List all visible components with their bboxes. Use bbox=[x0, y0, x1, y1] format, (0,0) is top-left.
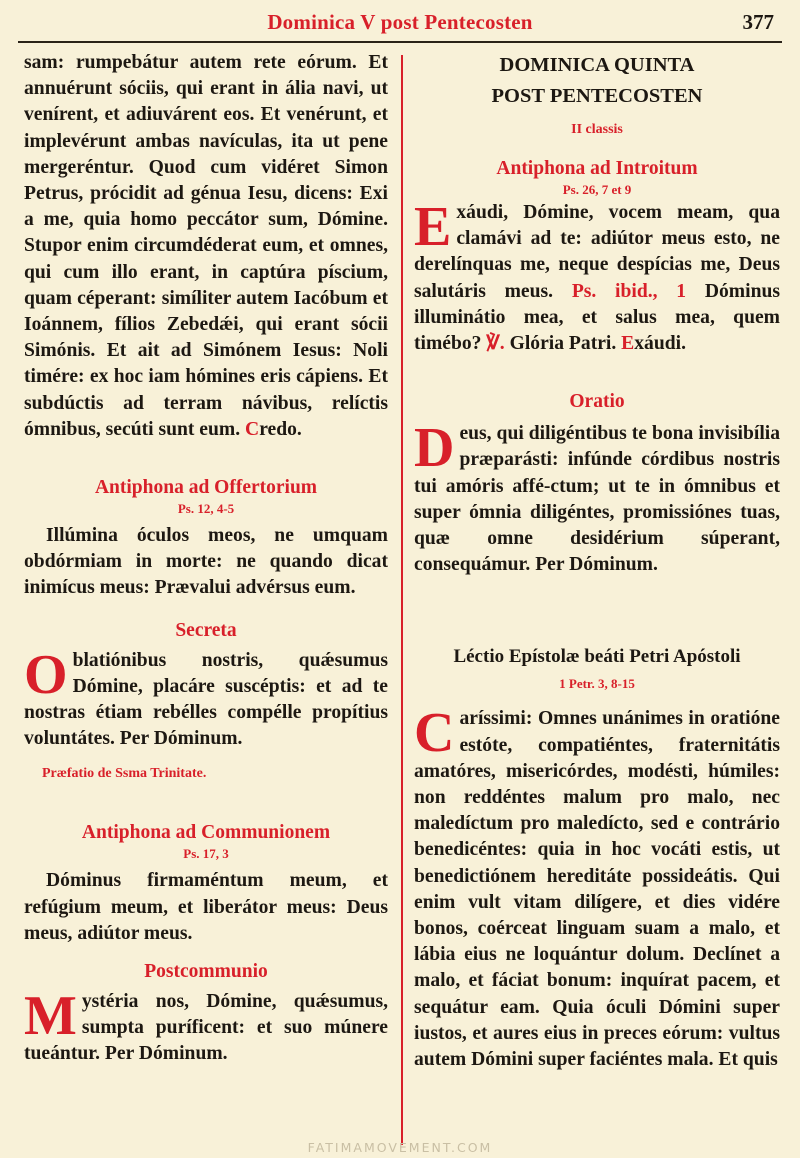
secreta-paragraph bbox=[24, 643, 388, 753]
introit-text: xáudi, Dómine, vocem meam, qua clamávi ad te: adiútor meus esto, ne derelínquas me, neque despícias me, Deus salutáris meus. bbox=[414, 202, 780, 302]
praefatio-note: Præfatio de Ssma Trinitate. bbox=[42, 766, 207, 782]
introit-drop-cap: E bbox=[414, 196, 452, 258]
offertory-title: Antiphona ad Offertorium bbox=[94, 477, 318, 499]
lectio-drop-cap: C bbox=[414, 702, 455, 765]
secreta-text: blatiónibus nostris, quǽsumus Dómine, placáre suscéptis: et ad te nostras étiam rebélles compélle propítius voluntátes. Per Dóminum. bbox=[24, 649, 388, 750]
introit-title: Antiphona ad Introitum bbox=[496, 158, 698, 179]
page-number: 377 bbox=[742, 10, 774, 34]
oratio-drop-cap: D bbox=[414, 417, 455, 480]
column-divider bbox=[401, 55, 403, 1145]
gospel-text: sam: rumpebátur autem rete eórum. Et annuérunt sóciis, qui erant in ália navi, ut venírent, et adiuvárent eos. Et venérunt, et implevérunt ambas navículas, ita ut pene mergeréntur. Quod cum vidéret Simon Petrus, prócidit ad génua Iesu, dicens: Exi a me, quia homo peccátor sum, Dómine. Stupor enim circumdéderat eum, et omnes, qui cum illo erant, in captúra píscium, quam céperant: simíliter autem Iacóbum et Ioánnem, fílios Zebedǽi, qui erant sócii Simónis. Et ait ad Simónem Iesus: Noli timére: ex hoc iam hómines eris cápiens. Et subdúctis ad terram návibus, relíctis ómnibus, secúti sunt eum. bbox=[24, 52, 388, 440]
introit-psalm-ref: Ps. ibid., 1 bbox=[571, 280, 687, 302]
lectio-text: aríssimi: Omnes unánimes in oratióne estóte, compatiéntes, fraternitátis amatóres, misericórdes, modésti, húmiles: non reddéntes malum pro malo, nec maledíctum pro maledícto, sed e contrário benedicéntes: quia in hoc vocáti estis, ut benedictiónem hereditáte possideátis. Qui enim vult vitam dilígere, et dies vidére bonos, coérceat linguam suam a malo, et lábia eius ne loquántur dolum. Declínet a malo, et fáciat bonum: inquírat pacem, et sequátur eam. Quia óculi Dómini super iustos, et aures eius in preces eórum: vultus autem Dómini super faciéntes mala. Et quis bbox=[414, 708, 780, 1071]
postcommunion-text: ystéria nos, Dómine, quǽsumus, sumpta puríficent: et suo múnere tueántur. Per Dóminum. bbox=[24, 991, 388, 1065]
lectio-title: Léctio Epístolæ beáti Petri Apóstoli bbox=[453, 646, 741, 668]
postcommunion-drop-cap: M bbox=[24, 985, 77, 1048]
communion-text: Dóminus firmaméntum meum, et refúgium meum, et liberátor meus: Deus meus, adiútor meus. bbox=[24, 870, 388, 944]
exaudi-initial: E bbox=[621, 333, 635, 355]
oratio-paragraph bbox=[414, 417, 780, 578]
secreta-title: Secreta bbox=[175, 619, 237, 641]
introit-gloria: Glória Patri. bbox=[509, 333, 617, 355]
communion-title: Antiphona ad Communionem bbox=[81, 822, 331, 844]
running-title: Dominica V post Pentecosten bbox=[267, 10, 533, 34]
offertory-text: Illúmina óculos meos, ne umquam obdórmiam in morte: ne quando dicat inimícus meus: Prævalui advérsus eum. bbox=[24, 525, 388, 599]
mass-title-line-1: DOMINICA QUINTA bbox=[499, 54, 695, 76]
lectio-ref: 1 Petr. 3, 8-15 bbox=[559, 676, 635, 692]
oratio-text: eus, qui diligéntibus te bona invisibília præparásti: infúnde córdibus nostris tui amóris affé-ctum; ut te in ómnibus et super ómnia diligéntes, promissiónes tuas, quæ omne desidérium súperant, consequámur. Per Dóminum. bbox=[414, 423, 780, 576]
page-header bbox=[0, 0, 800, 44]
oratio-title: Oratio bbox=[569, 391, 625, 413]
introit-ref: Ps. 26, 7 et 9 bbox=[562, 182, 632, 197]
introit-psalm: Dóminus illuminátio mea, et salus mea, quem timébo? bbox=[414, 280, 780, 355]
credo-rest: redo. bbox=[259, 418, 302, 440]
left-column bbox=[24, 50, 388, 1068]
lectio-paragraph bbox=[414, 702, 780, 1073]
offertory-ref: Ps. 12, 4-5 bbox=[177, 501, 235, 517]
secreta-drop-cap: O bbox=[24, 643, 68, 706]
mass-title-line-2: POST PENTECOSTEN bbox=[491, 85, 703, 107]
gospel-continuation bbox=[24, 50, 388, 443]
postcommunion-title: Postcommunio bbox=[144, 961, 268, 983]
header-rule bbox=[18, 41, 782, 43]
watermark: FATIMAMOVEMENT.COM bbox=[307, 1140, 493, 1155]
introit-paragraph bbox=[414, 196, 780, 357]
postcommunion-paragraph bbox=[24, 985, 388, 1068]
communion-ref: Ps. 17, 3 bbox=[183, 846, 229, 862]
versicle-icon: ℣. bbox=[486, 333, 505, 355]
exaudi-rest: xáudi. bbox=[634, 333, 686, 355]
classis-label: II classis bbox=[571, 122, 623, 137]
right-column bbox=[414, 50, 780, 1073]
credo-initial: C bbox=[245, 418, 260, 440]
